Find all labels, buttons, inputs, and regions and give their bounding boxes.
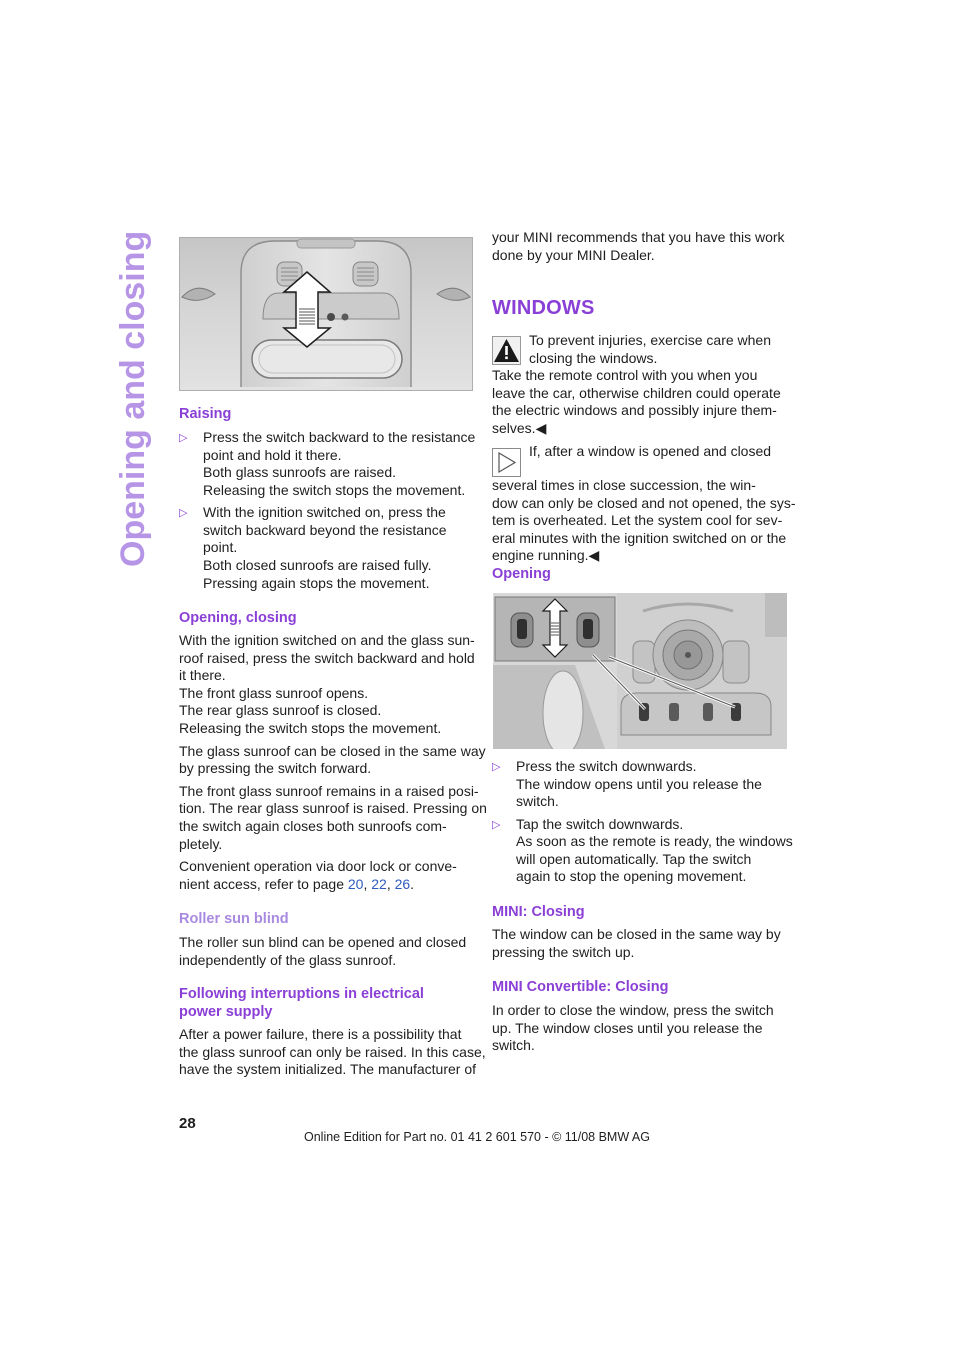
- section-heading-opening: Opening: [492, 566, 551, 582]
- list-item: [492, 758, 792, 811]
- paragraph: The window can be closed in the same way by pressing the switch up.: [492, 926, 781, 960]
- windows-section: [492, 296, 792, 320]
- raising-section: [179, 406, 479, 424]
- warning-callout: [492, 332, 792, 438]
- page-link-20[interactable]: 20: [347, 876, 364, 893]
- section-heading-opening-closing: Opening, closing: [179, 610, 297, 626]
- paragraph: With the ignition switched on and the glass sun- roof raised, press the switch backward and hold it there. The front glass sunroof opens. The rear glass sunroof is closed. Releasing the switch stops the movement.: [179, 632, 475, 736]
- bullet-triangle-icon: ▷: [179, 506, 188, 520]
- page-reference-text: Convenient operation via door lock or conve- nient access, refer to page: [179, 858, 457, 893]
- raising-steps: [179, 429, 479, 597]
- indicator-dot: [327, 313, 335, 321]
- paragraph: The roller sun blind can be opened and closed independently of the glass sunroof.: [179, 934, 467, 968]
- list-item: [179, 429, 479, 499]
- warning-triangle-icon: [492, 332, 521, 366]
- list-item-text: Press the switch backward to the resistance point and hold it there. Both glass sunroofs are raised. Releasing the switch stops the movement.: [203, 429, 476, 498]
- convertible-closing-section: [492, 979, 792, 997]
- list-item: [179, 504, 479, 592]
- opening-section: [492, 566, 792, 584]
- section-heading-mini-closing: MINI: Closing: [492, 904, 585, 920]
- power-interruption-section: [179, 986, 479, 1021]
- sunroof-switch-figure: [179, 237, 473, 391]
- opening-steps: [492, 758, 792, 891]
- vent-right: [353, 262, 378, 286]
- bullet-triangle-icon: ▷: [492, 760, 501, 773]
- mini-closing-body: [492, 926, 792, 961]
- power-interruption-body: [179, 1026, 486, 1079]
- page-link-26[interactable]: 26: [394, 876, 411, 893]
- switch-detail-inset: [495, 597, 615, 661]
- separator: ,: [386, 876, 395, 893]
- sentence-end: .: [410, 876, 415, 893]
- window-switch-figure: [493, 593, 787, 749]
- note-callout: [492, 443, 796, 565]
- section-heading-raising: Raising: [179, 406, 232, 422]
- roller-sun-blind-body: [179, 934, 479, 969]
- convertible-closing-body: [492, 1002, 792, 1055]
- mini-closing-section: [492, 904, 792, 922]
- list-item-text: Press the switch downwards. The window opens until you release the switch.: [516, 758, 762, 810]
- continued-paragraph: [492, 229, 792, 264]
- roller-sun-blind-section: [179, 911, 479, 929]
- paragraph: The glass sunroof can be closed in the same way by pressing the switch forward.: [179, 742, 486, 777]
- bullet-triangle-icon: ▷: [492, 817, 501, 831]
- window-switch-panel: [621, 693, 771, 735]
- bullet-triangle-icon: ▷: [179, 431, 188, 444]
- note-arrow-icon: [492, 443, 521, 477]
- page-link-22[interactable]: 22: [371, 876, 387, 893]
- window-switch-illustration: [493, 593, 787, 749]
- list-item: [492, 816, 792, 886]
- warning-text: To prevent injuries, exercise care when closing the windows. Take the remote control with you when you leave the car, otherwise children could operate the electric windows and possibly injure them- selves.◀: [492, 332, 781, 436]
- indicator-dot: [342, 314, 349, 321]
- page-reference: [179, 858, 479, 894]
- list-item-text: With the ignition switched on, press the switch backward beyond the resistance point. Both closed sunroofs are raised fully. Pressing again stops the movement.: [203, 504, 447, 591]
- note-text: If, after a window is opened and closed several times in close succession, the win- dow can only be closed and not opened, the sys- tem is overheated. Let the system cool for sev- eral minutes with the ignition switched on or the engine running.◀: [492, 443, 796, 564]
- list-item-text: Tap the switch downwards. As soon as the remote is ready, the windows will open automatically. Tap the switch again to stop the opening movement.: [516, 815, 793, 885]
- paragraph: The front glass sunroof remains in a raised posi- tion. The rear glass sunroof is raised. Pressing on the switch again closes both sunroofs com- pletely.: [179, 782, 487, 852]
- chapter-side-title: Opening and closing: [114, 230, 152, 567]
- paragraph: After a power failure, there is a possibility that the glass sunroof can only be raised. In this case, have the system initialized. The manufacturer of: [179, 1026, 486, 1078]
- opening-closing-section: [179, 610, 479, 628]
- edition-footer: Online Edition for Part no. 01 41 2 601 570 - © 11/08 BMW AG: [304, 1130, 650, 1144]
- paragraph: your MINI recommends that you have this work done by your MINI Dealer.: [492, 229, 785, 263]
- section-heading-power-interruption: Following interruptions in electrical power supply: [179, 986, 424, 1020]
- separator: ,: [363, 876, 372, 893]
- opening-closing-body: [179, 632, 487, 894]
- section-title-windows: WINDOWS: [492, 297, 595, 319]
- paragraph: In order to close the window, press the switch up. The window closes until you release the switch.: [492, 1002, 774, 1054]
- sunroof-lens: [252, 340, 402, 378]
- section-heading-convertible-closing: MINI Convertible: Closing: [492, 979, 669, 995]
- page-number: 28: [179, 1115, 196, 1132]
- sunroof-switch-illustration: [179, 237, 473, 391]
- section-heading-roller-sun-blind: Roller sun blind: [179, 911, 289, 927]
